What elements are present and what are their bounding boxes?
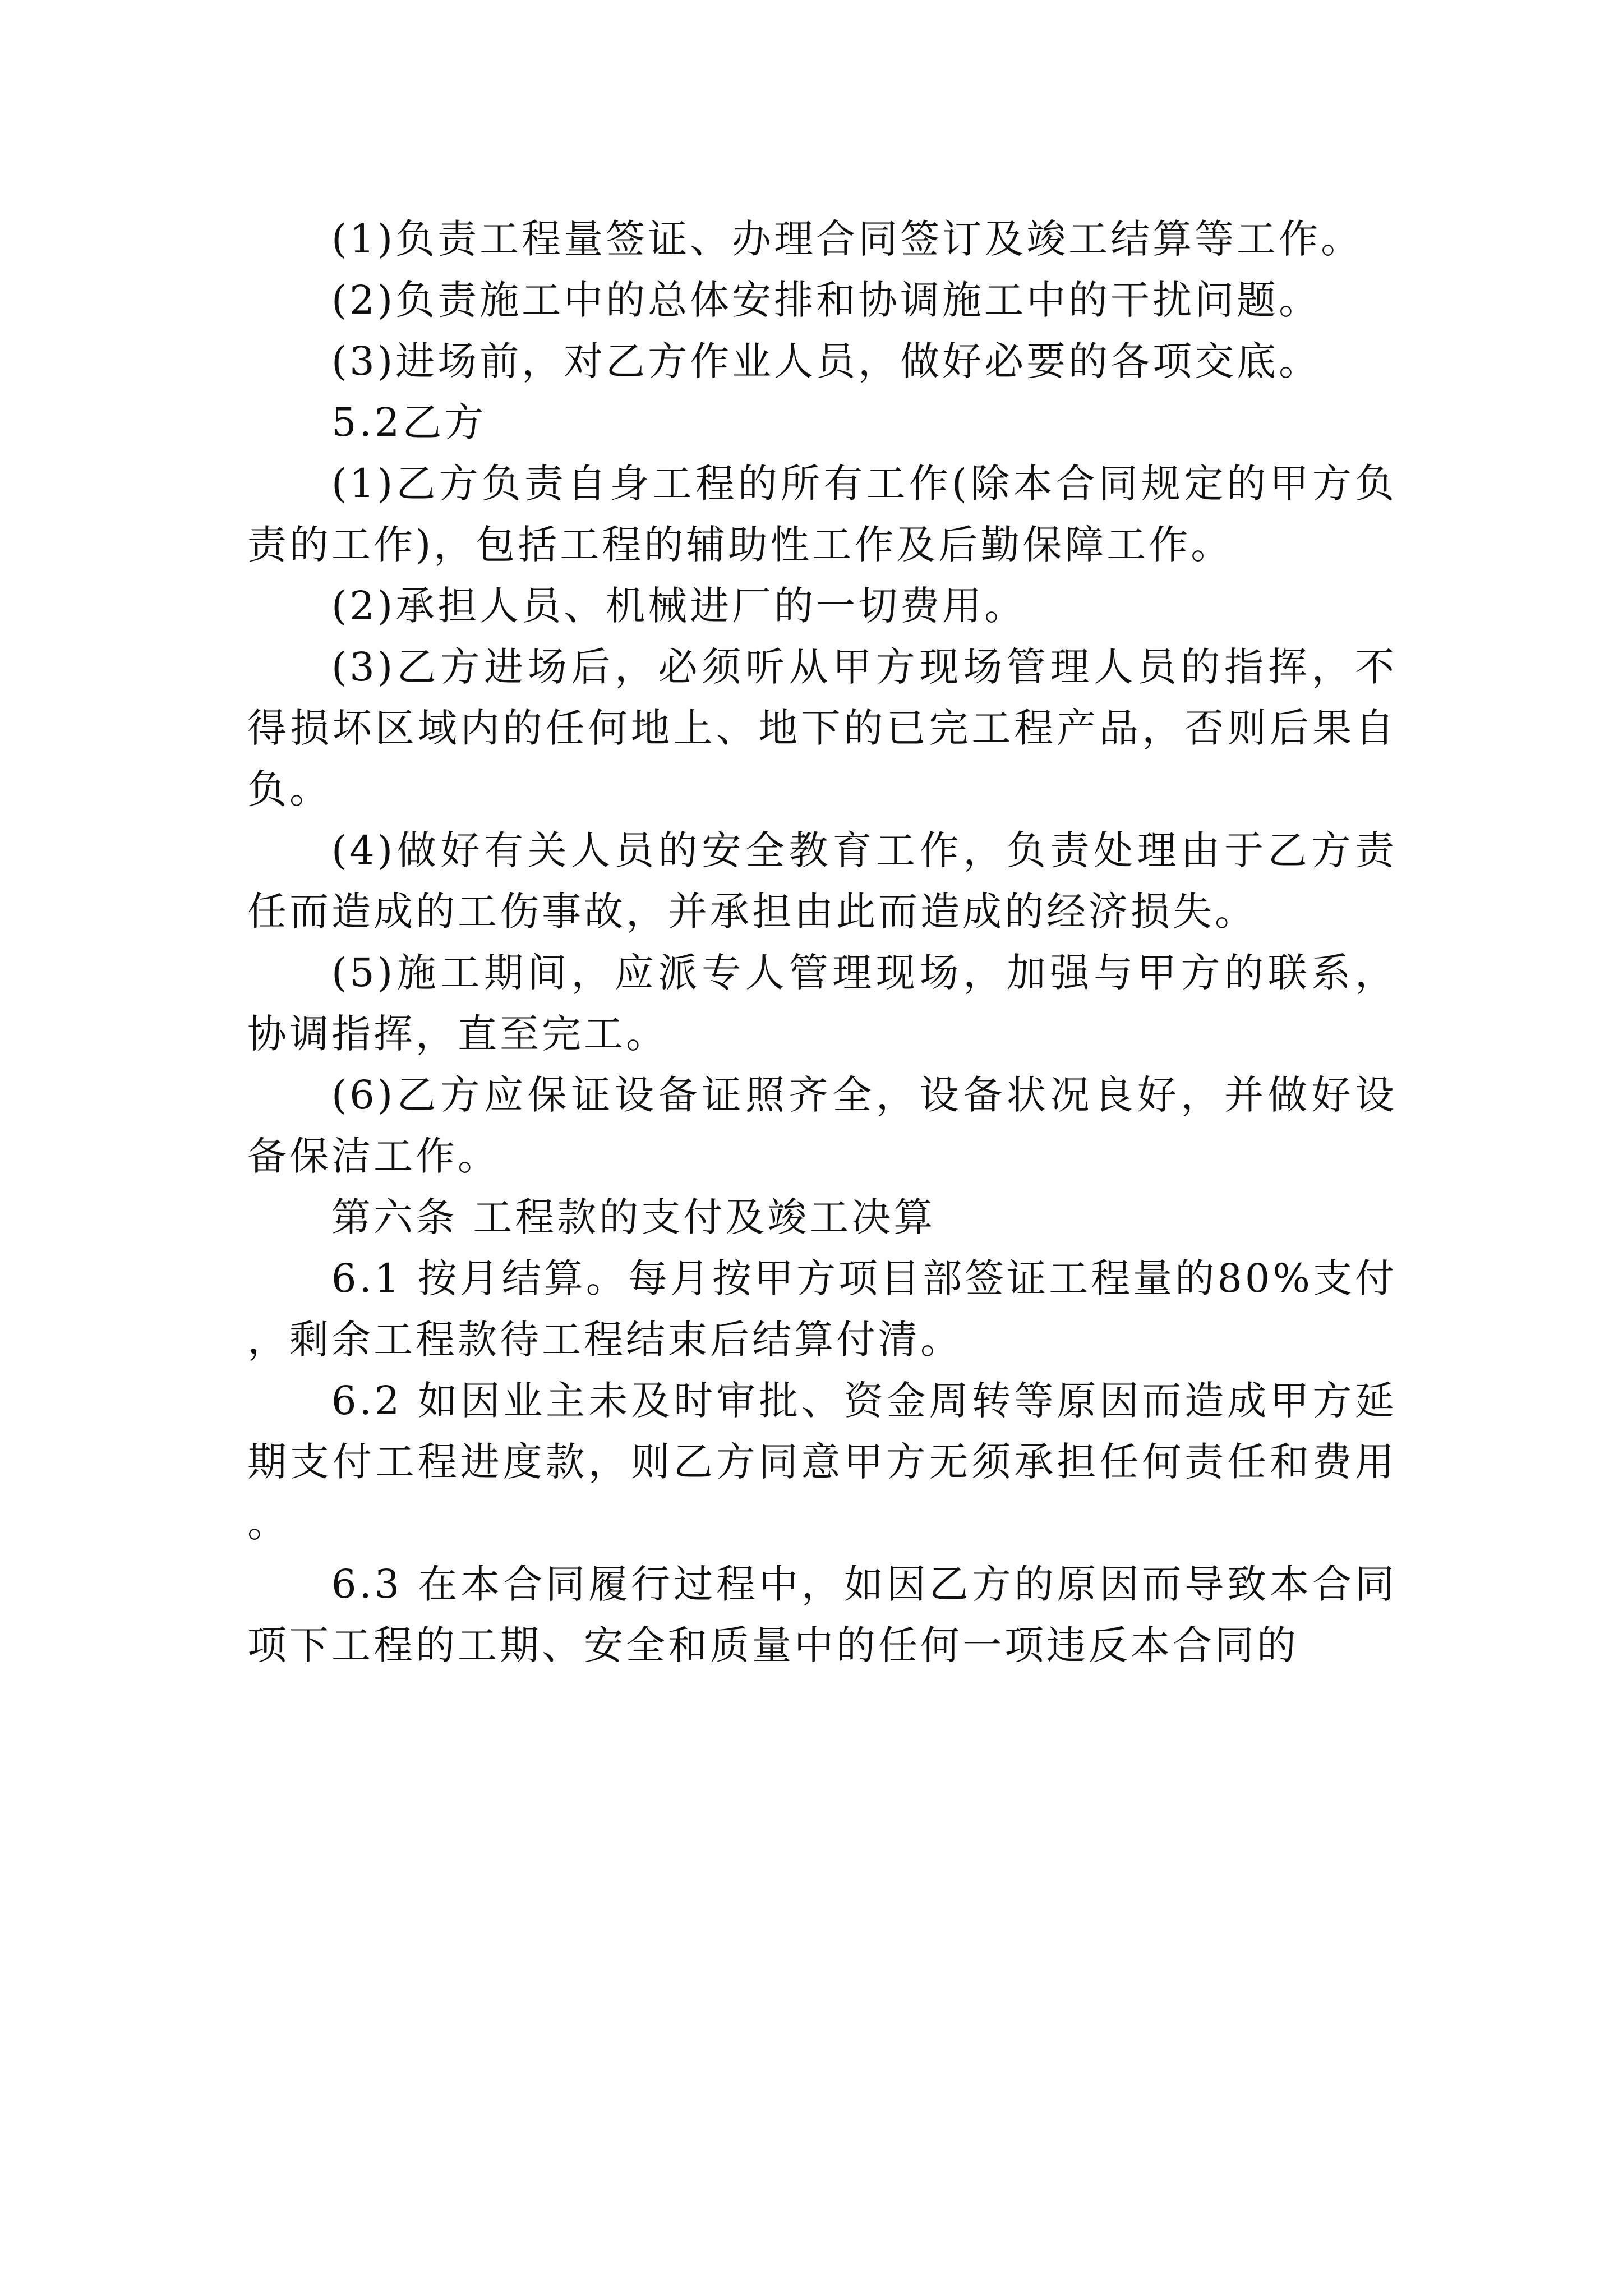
paragraph-party-b-duty-6: (6)乙方应保证设备证照齐全，设备状况良好，并做好设备保洁工作。	[247, 1072, 1397, 1179]
paragraph-party-b-duty-3: (3)乙方进场后，必须听从甲方现场管理人员的指挥，不得损坏区域内的任何地上、地下的已完工程产品，否则后果自负。	[247, 644, 1397, 812]
paragraph-party-b-duty-2: (2)承担人员、机械进厂的一切费用。	[331, 583, 1027, 629]
clause-6-1: 6.1 按月结算。每月按甲方项目部签证工程量的80%支付，剩余工程款待工程结束后结算付清。	[247, 1255, 1397, 1363]
clause-6-2: 6.2 如因业主未及时审批、资金周转等原因而造成甲方延期支付工程进度款，则乙方同意甲方无须承担任何责任和费用。	[247, 1378, 1397, 1546]
paragraph-party-a-duty-1: (1)负责工程量签证、办理合同签订及竣工结算等工作。	[331, 216, 1363, 262]
section-heading-5-2: 5.2乙方	[331, 399, 487, 445]
paragraph-party-a-duty-2: (2)负责施工中的总体安排和协调施工中的干扰问题。	[331, 277, 1321, 323]
paragraph-party-b-duty-4: (4)做好有关人员的安全教育工作，负责处理由于乙方责任而造成的工伤事故，并承担由此而造成的经济损失。	[247, 827, 1397, 935]
paragraph-party-a-duty-3: (3)进场前，对乙方作业人员，做好必要的各项交底。	[331, 338, 1321, 384]
paragraph-party-b-duty-1: (1)乙方负责自身工程的所有工作(除本合同规定的甲方负责的工作)，包括工程的辅助性工作及后勤保障工作。	[247, 461, 1397, 568]
paragraph-party-b-duty-5: (5)施工期间，应派专人管理现场，加强与甲方的联系，协调指挥，直至完工。	[247, 950, 1397, 1057]
clause-6-3: 6.3 在本合同履行过程中，如因乙方的原因而导致本合同项下工程的工期、安全和质量中的任何一项违反本合同的	[247, 1561, 1397, 1668]
document-body	[247, 209, 1397, 1676]
article-6-heading: 第六条 工程款的支付及竣工决算	[331, 1194, 936, 1240]
